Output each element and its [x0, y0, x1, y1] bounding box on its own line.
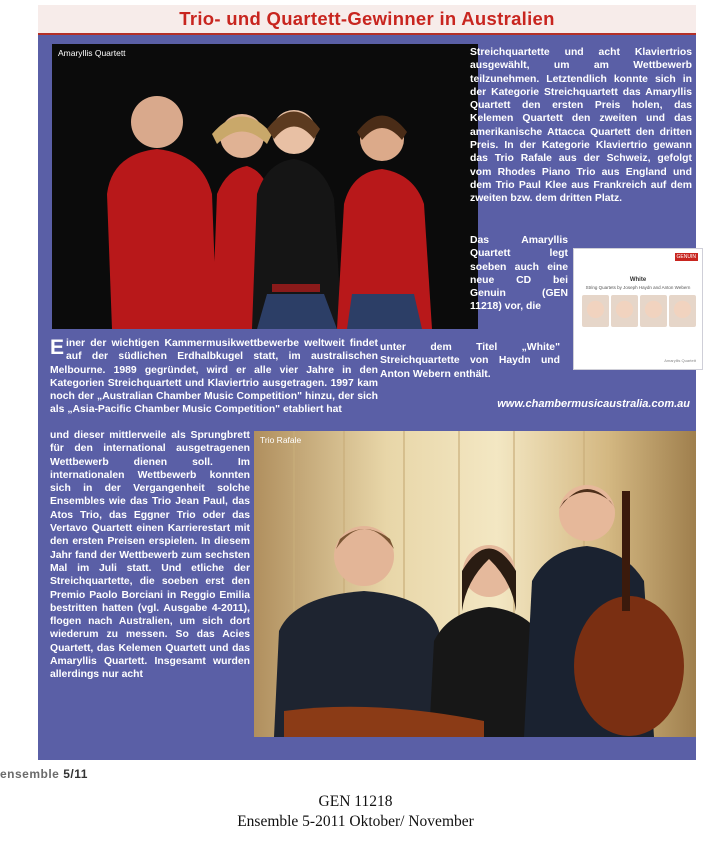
photo2-caption: Trio Rafale	[260, 435, 302, 445]
cd-face	[640, 295, 667, 327]
column-right-low: unter dem Titel „White" Streichquartette von Haydn und Anton Webern enthält.	[380, 342, 560, 380]
cd-artist: Amaryllis Quartett	[664, 358, 696, 363]
trio-rafale-image	[254, 431, 696, 737]
page-number: 5/11	[63, 767, 88, 781]
trio-rafale-photo	[254, 431, 696, 737]
footer-catalog-number: GEN 11218	[318, 793, 393, 810]
cd-faces	[582, 295, 696, 327]
cd-face	[582, 295, 609, 327]
article-title: Trio- und Quartett-Gewinner in Australien	[179, 8, 555, 29]
photo1-caption: Amaryllis Quartett	[58, 48, 126, 58]
cd-cover	[573, 248, 703, 370]
amaryllis-quartett-photo	[52, 44, 478, 329]
column-right-mid: Das Amaryllis Quartett legt soeben auch eine neue CD bei Genuin (GEN 11218) vor, die	[470, 235, 568, 313]
title-bar	[38, 5, 696, 35]
column-left-top	[50, 337, 378, 417]
column-left-top-text: iner der wichtigen Kammermusikwettbewerbe weltweit findet auf der südlichen Erdhalbkugel statt, im australischen Melbourne. 1989 gegründet, wird er alle vier Jahre in den Kategorien Streichquartett und Klaviertrio ausgetragen. 1997 kam noch der „Australian Chamber Music Competition" hinzu, der sich als „Asia-Pacific Chamber Music Competition" etabliert hat	[50, 338, 378, 416]
magazine-page	[38, 5, 696, 760]
footer-source: Ensemble 5-2011 Oktober/ November	[237, 813, 474, 830]
dropcap: E	[50, 336, 65, 359]
column-left-bottom: und dieser mittlerweile als Sprungbrett für den international ausgetragenen Wettbewerb dienen soll. Im internationalen Wettbewerb konnten sich in der Vergangenheit solche Ensembles wie das Trio Jean Paul, das Atos Trio, das Eggner Trio oder das Vertavo Quartett einen Karrierestart mit den ersten Preisen erspielen. In diesem Jahr fand der Wettbewerb zum sechsten Mal im Juli statt. Und etliche der Streichquartette, die soeben erst den Premio Paolo Borciani in Reggio Emilia bestritten hatten (vgl. Ausgabe 4-2011), flogen nach Australien, um sich dort wiederum zu messen. So das Acies Quartett, das Kelemen Quartett und das Amaryllis Quartett. Insgesamt wurden allerdings nur acht	[50, 430, 250, 681]
column-right-top: Streichquartette und acht Klaviertrios ausgewählt, um am Wettbewerb teilzunehmen. Letztendlich konnte sich in der Kategorie Streichquartett das Amaryllis Quartett den ersten Preis holen, das Kelemen Quartett den zweiten und das amerikanische Attacca Quartett den dritten Preis. In der Kategorie Klaviertrio gewann das Trio Rafale aus der Schweiz, gefolgt vom Rhodes Piano Trio aus England und dem Trio Paul Klee aus Frankreich auf dem zweiten bzw. dem dritten Platz.	[470, 47, 692, 205]
website-url: www.chambermusicaustralia.com.au	[497, 398, 690, 410]
cd-label: GENUIN	[676, 254, 696, 260]
magazine-name: ensemble	[0, 767, 60, 781]
cd-face	[669, 295, 696, 327]
folio	[0, 767, 88, 781]
amaryllis-quartett-image	[52, 44, 478, 329]
cd-title: White	[629, 277, 647, 283]
cd-subtitle: String Quartets by Joseph Haydn and Anton Webern	[585, 285, 691, 290]
cd-face	[611, 295, 638, 327]
